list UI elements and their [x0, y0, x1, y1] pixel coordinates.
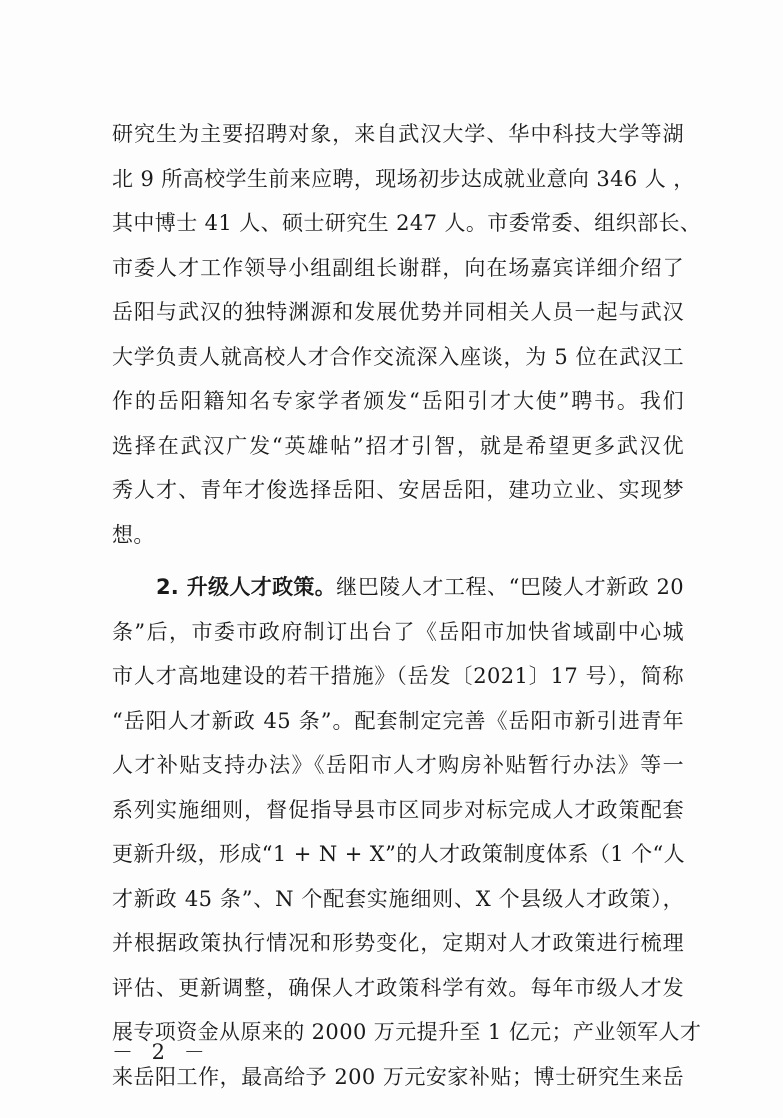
text-line: 并根据政策执行情况和形势变化，定期对人才政策进行梳理	[112, 931, 684, 955]
text-line: 市人才高地建设的若干措施》（岳发〔2021〕17 号），简称	[112, 664, 684, 688]
paragraph-2	[112, 565, 702, 1099]
text-line: “岳阳人才新政 45 条”。配套制定完善《岳阳市新引进青年	[112, 708, 684, 733]
text-line: 其中博士 41 人、硕士研究生 247 人。市委常委、组织部长、	[112, 211, 702, 235]
text-line: 才新政 45 条”、N 个配套实施细则、X 个县级人才政策），	[112, 886, 684, 911]
text-line: 市委人才工作领导小组副组长谢群，向在场嘉宾详细介绍了	[112, 255, 684, 280]
text-line: 秀人才、青年才俊选择岳阳、安居岳阳，建功立业、实现梦	[112, 478, 684, 502]
paragraph-1	[112, 112, 702, 557]
text-line: 评估、更新调整，确保人才政策科学有效。每年市级人才发	[112, 975, 684, 1000]
text-line: 岳阳与武汉的独特渊源和发展优势并同相关人员一起与武汉	[112, 300, 684, 324]
text-line: 想。	[112, 522, 155, 547]
section-heading-line	[112, 565, 684, 610]
text-line: 来岳阳工作，最高给予 200 万元安家补贴；博士研究生来岳	[112, 1064, 684, 1089]
text-line: 选择在武汉广发“英雄帖”招才引智，就是希望更多武汉优	[112, 433, 684, 458]
page-number: － 2 －	[112, 1040, 211, 1064]
text-line: 大学负责人就高校人才合作交流深入座谈，为 5 位在武汉工	[112, 344, 684, 369]
text-line: 作的岳阳籍知名专家学者颁发“岳阳引才大使”聘书。我们	[112, 389, 684, 413]
heading-line-text: 继巴陵人才工程、“巴陵人才新政 20	[336, 575, 684, 599]
text-line: 条”后，市委市政府制订出台了《岳阳市加快省域副中心城	[112, 619, 684, 644]
text-line: 展专项资金从原来的 2000 万元提升至 1 亿元；产业领军人才	[112, 1020, 702, 1044]
text-line: 北 9 所高校学生前来应聘，现场初步达成就业意向 346 人 ，	[112, 166, 695, 191]
text-line: 人才补贴支持办法》《岳阳市人才购房补贴暂行办法》等一	[112, 753, 684, 777]
body-text	[112, 112, 702, 1099]
text-line: 研究生为主要招聘对象，来自武汉大学、华中科技大学等湖	[112, 122, 684, 146]
text-line: 系列实施细则，督促指导县市区同步对标完成人才政策配套	[112, 797, 684, 822]
section-heading: 2. 升级人才政策。	[156, 575, 337, 599]
text-line: 更新升级，形成“1 + N + X”的人才政策制度体系（1 个“人	[112, 842, 686, 866]
